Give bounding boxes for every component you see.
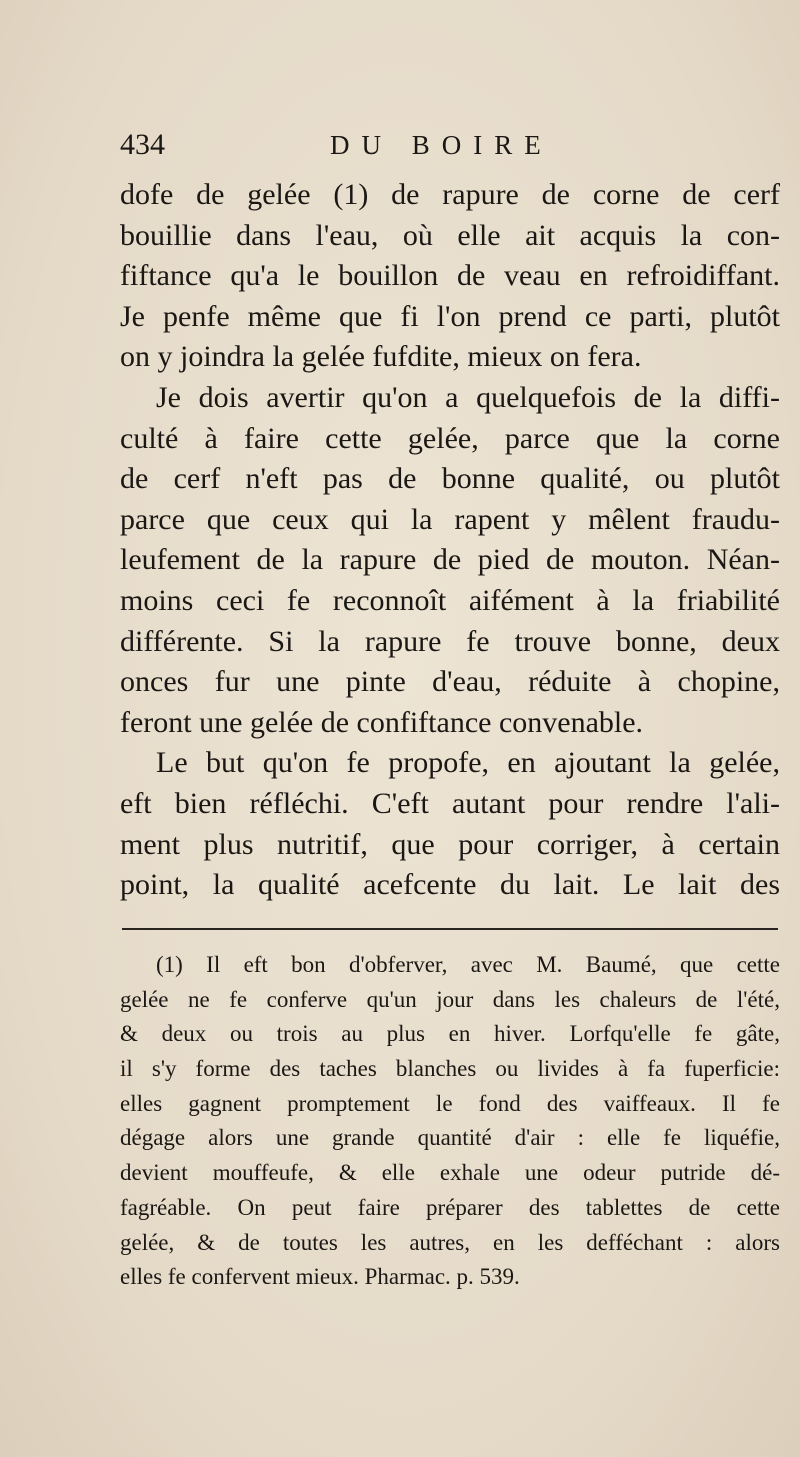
page-header (120, 128, 780, 168)
footnote (120, 948, 780, 1295)
text-line: parce que ceux qui la rapent y mêlent fraudu- (120, 502, 780, 536)
text-line: Je penfe même que fi l'on prend ce parti, plutôt (120, 299, 780, 333)
text-line: Le but qu'on fe propofe, en ajoutant la gelée, (156, 746, 780, 780)
footnote-divider (122, 928, 778, 930)
text-line: on y joindra la gelée fufdite, mieux on fera. (120, 340, 642, 374)
footnote-line: gelée, & de toutes les autres, en les defféchant : alors (120, 1229, 780, 1255)
page-number: 434 (120, 128, 165, 161)
footnote-line: elles fe confervent mieux. Pharmac. p. 539. (120, 1264, 520, 1290)
running-title: DU BOIRE (330, 130, 553, 160)
footnote-line: devient mouffeufe, & elle exhale une odeur putride dé- (120, 1160, 780, 1186)
footnote-line: (1) Il eft bon d'obferver, avec M. Baumé, que cette (156, 952, 780, 977)
main-text (120, 175, 780, 906)
text-line: bouillie dans l'eau, où elle ait acquis la con- (120, 218, 780, 252)
text-line: point, la qualité acefcente du lait. Le lait des (120, 868, 780, 902)
text-line: eft bien réfléchi. C'eft autant pour rendre l'ali- (120, 786, 780, 820)
text-line: différente. Si la rapure fe trouve bonne, deux (120, 624, 780, 658)
text-line: ment plus nutritif, que pour corriger, à certain (120, 827, 780, 861)
text-line: de cerf n'eft pas de bonne qualité, ou plutôt (120, 462, 780, 496)
text-line: fiftance qu'a le bouillon de veau en refroidiffant. (120, 259, 780, 293)
text-line: leufement de la rapure de pied de mouton. Néan- (120, 543, 780, 577)
text-line: dofe de gelée (1) de rapure de corne de cerf (120, 178, 780, 211)
footnote-line: dégage alors une grande quantité d'air : elle fe liquéfie, (120, 1125, 780, 1151)
text-line: moins ceci fe reconnoît aifément à la friabilité (120, 583, 780, 617)
text-line: onces fur une pinte d'eau, réduite à chopine, (120, 665, 780, 699)
footnote-line: & deux ou trois au plus en hiver. Lorfqu'elle fe gâte, (120, 1021, 780, 1047)
text-line: Je dois avertir qu'on a quelquefois de la diffi- (156, 380, 780, 414)
footnote-line: gelée ne fe conferve qu'un jour dans les chaleurs de l'été, (120, 986, 780, 1012)
footnote-line: il s'y forme des taches blanches ou livides à fa fuperficie: (120, 1056, 780, 1082)
text-line: feront une gelée de confiftance convenable. (120, 705, 644, 739)
footnote-line: elles gagnent promptement le fond des vaiffeaux. Il fe (120, 1090, 780, 1116)
text-line: culté à faire cette gelée, parce que la corne (120, 421, 780, 455)
footnote-line: fagréable. On peut faire préparer des tablettes de cette (120, 1194, 780, 1220)
